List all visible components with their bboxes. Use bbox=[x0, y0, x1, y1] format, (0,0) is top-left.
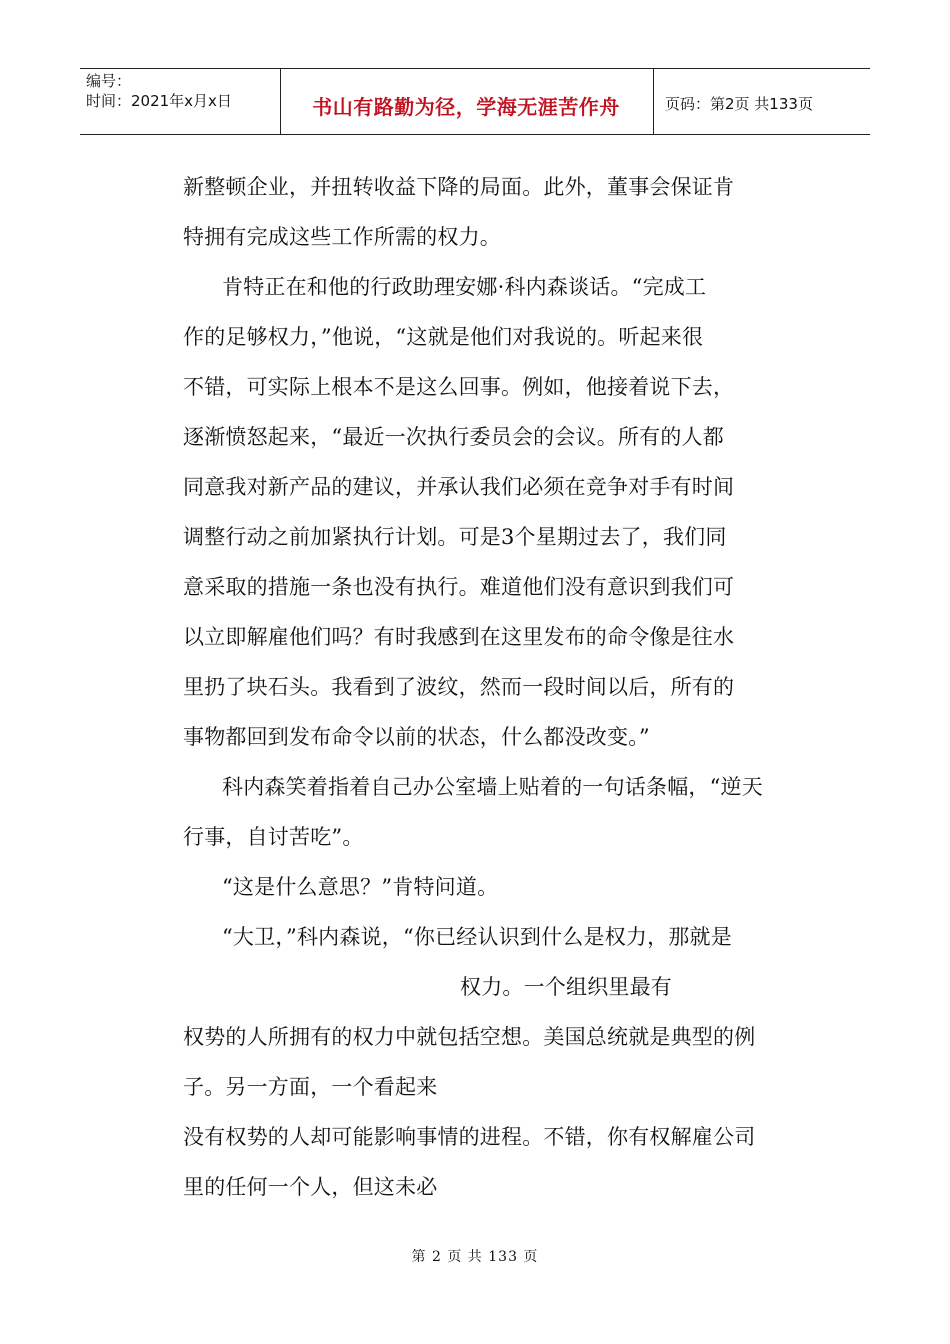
body-line: 作的足够权力，”他说，“这就是他们对我说的。听起来很 bbox=[183, 325, 704, 349]
body-line: 权力。一个组织里最有 bbox=[460, 975, 672, 999]
body-line: 子。另一方面，一个看起来 bbox=[183, 1075, 438, 1099]
body-line: 不错，可实际上根本不是这么回事。例如，他接着说下去， bbox=[183, 375, 735, 399]
header-number-label: 编号： bbox=[86, 72, 132, 90]
body-line: 没有权势的人却可能影响事情的进程。不错，你有权解雇公司 bbox=[183, 1125, 756, 1149]
body-line: “这是什么意思？”肯特问道。 bbox=[222, 875, 499, 899]
body-line: 逐渐愤怒起来，“最近一次执行委员会的会议。所有的人都 bbox=[183, 425, 724, 449]
page-footer: 第 2 页 共 133 页 bbox=[411, 1249, 539, 1265]
body-line: 里的任何一个人，但这未必 bbox=[183, 1175, 438, 1199]
body-line: 行事，自讨苦吃”。 bbox=[183, 825, 364, 849]
body-line: 以立即解雇他们吗？有时我感到在这里发布的命令像是往水 bbox=[183, 625, 735, 649]
body-line: 权势的人所拥有的权力中就包括空想。美国总统就是典型的例 bbox=[183, 1025, 756, 1049]
document-header bbox=[80, 68, 870, 135]
header-divider bbox=[653, 69, 654, 134]
header-date-label: 时间：2021年x月x日 bbox=[86, 92, 232, 110]
body-line: 调整行动之前加紧执行计划。可是3个星期过去了，我们同 bbox=[183, 525, 727, 549]
body-line: “大卫，”科内森说，“你已经认识到什么是权力，那就是 bbox=[222, 925, 732, 949]
header-motto: 书山有路勤为径，学海无涯苦作舟 bbox=[312, 95, 620, 119]
body-line: 科内森笑着指着自己办公室墙上贴着的一句话条幅，“逆天 bbox=[222, 775, 763, 799]
body-line: 里扔了块石头。我看到了波纹，然而一段时间以后，所有的 bbox=[183, 675, 735, 699]
header-divider bbox=[280, 69, 281, 134]
header-meta bbox=[86, 71, 232, 111]
body-line: 事物都回到发布命令以前的状态，什么都没改变。” bbox=[183, 725, 650, 749]
body-line: 特拥有完成这些工作所需的权力。 bbox=[183, 225, 501, 249]
body-line: 肯特正在和他的行政助理安娜·科内森谈话。“完成工 bbox=[222, 275, 707, 299]
body-line: 同意我对新产品的建议，并承认我们必须在竞争对手有时间 bbox=[183, 475, 735, 499]
body-line: 新整顿企业，并扭转收益下降的局面。此外，董事会保证肯 bbox=[183, 175, 735, 199]
body-line: 意采取的措施一条也没有执行。难道他们没有意识到我们可 bbox=[183, 575, 735, 599]
header-page-info: 页码：第2页 共133页 bbox=[665, 95, 813, 113]
